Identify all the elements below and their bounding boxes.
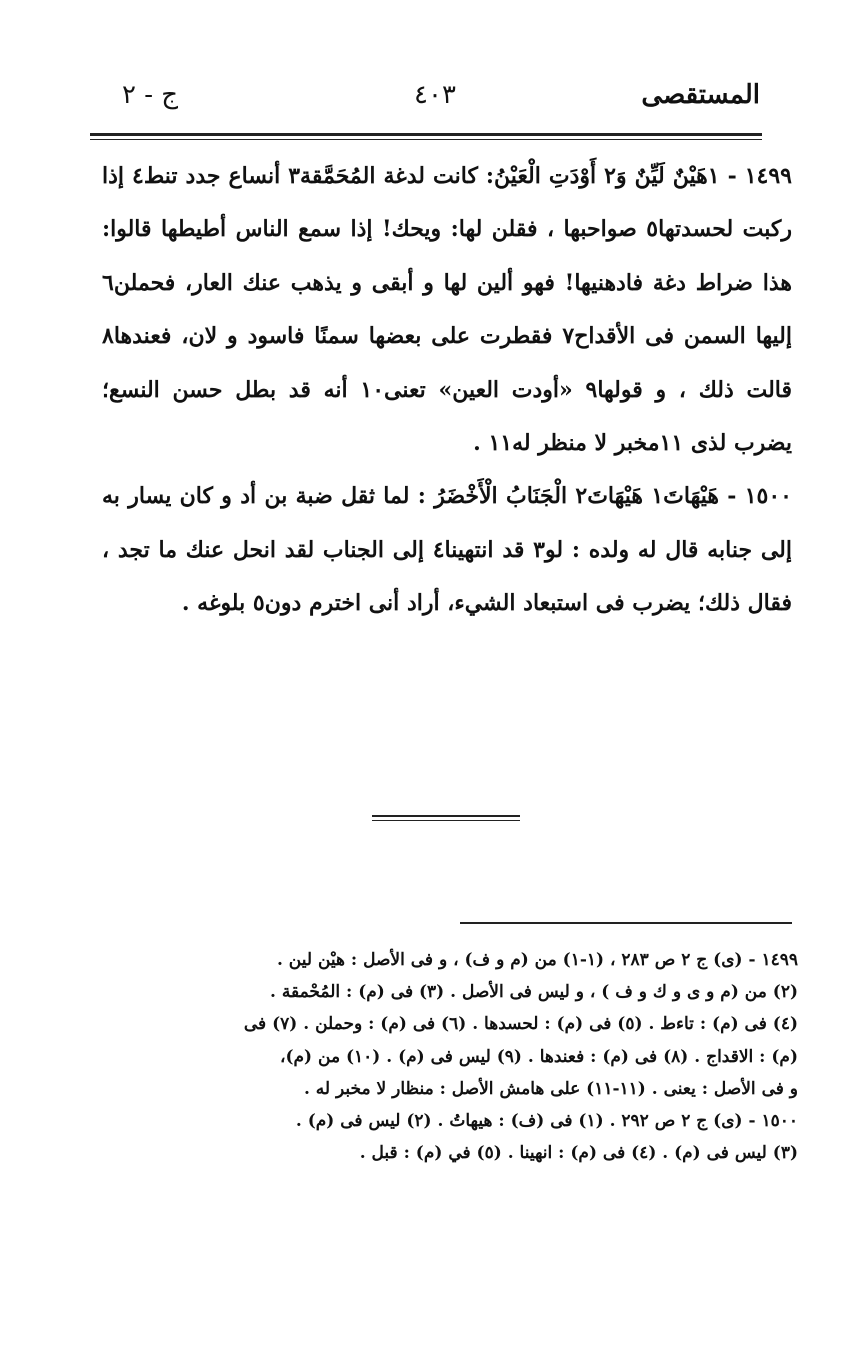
volume-label: ج - ٢ [122,80,179,110]
footnote-rule [460,922,792,924]
footnotes [98,944,798,1169]
page-header [110,78,760,128]
footnote-line: ١٤٩٩ - (ى) ج ٢ ص ٢٨٣ ، (١-١) من (م و ف) ، و فى الأصل : هيْن لين . [276,950,798,970]
footnote-line: (٣) ليس فى (م) . (٤) فى (م) : انهينا . (٥) في (م) : قبل . [359,1143,798,1164]
footnote-line: (٢) من (م و ى و ك و ف ) ، و ليس فى الأصل . (٣) فى (م) : المُحْمقة . [270,982,798,1003]
footnote-line: (٤) فى (م) : تاءط . (٥) فى (م) : لحسدها . (٦) فى (م) : وحملن . (٧) فى [243,1014,798,1035]
entry-1499: ١٤٩٩ - ١هَيْنٌ لَيِّنٌ وَ٢ أَوْدَتِ الْعَيْنُ: كانت لدغة المُحَمَّقة٣ أنساع جدد تنط٤ إذا ركبت لحسدتها٥ صواحبها ، فقلن لها: ويحك! إذا سمع الناس أطيطها قالوا: هذا ضراط دغة فادهنيها! فهو ألين لها و أبقى و يذهب عنك العار، فحملن٦ إليها السمن فى الأقداح٧ فقطرت على بعضها سمنًا فاسود و لان، فعندها٨ قالت ذلك ، و قولها٩ «أودت العين» تعنى١٠ أنه قد بطل حسن النسع؛ يضرب لذى ١١مخبر لا منظر له١١ . [102,163,792,457]
section-separator-bottom [372,820,520,821]
page-number: ٤٠٣ [414,80,456,110]
main-text [102,150,792,631]
footnote-line: و فى الأصل : يعنى . (١١-١١) على هامش الأصل : منظار لا مخبر له . [303,1078,798,1099]
footnote-line: (م) : الاقداج . (٨) فى (م) : فعندها . (٩) ليس فى (م) . (١٠) من (م)، [279,1046,798,1067]
footnote-line: ١٥٠٠ - (ى) ج ٢ ص ٢٩٢ . (١) فى (ف) : هيهاتُ . (٢) ليس فى (م) . [295,1111,798,1132]
entry-1500: ١٥٠٠ - هَيْهَاتَ١ هَيْهَاتَ٢ الْجَنَابُ الْأَخْضَرُ : لما ثقل ضبة بن أد و كان يسار به إلى جنابه قال له ولده : لو٣ قد انتهينا٤ إلى الجناب لقد انحل عنك ما تجد ، فقال ذلك؛ يضرب فى استبعاد الشيء، أراد أنى اخترم دون٥ بلوغه . [102,483,792,617]
section-separator-top [372,815,520,817]
book-title: المستقصى [641,80,760,110]
header-rule-thin [90,139,762,140]
header-rule-thick [90,133,762,136]
